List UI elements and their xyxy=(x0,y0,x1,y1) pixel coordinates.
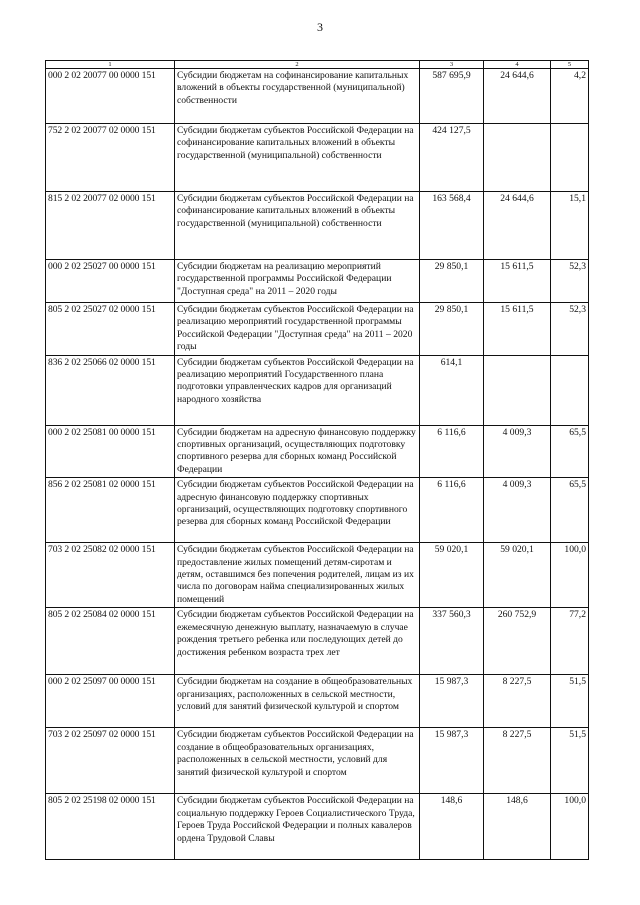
budget-code: 856 2 02 25081 02 0000 151 xyxy=(46,478,175,543)
table-row xyxy=(46,608,589,675)
column-header-4: 4 xyxy=(484,61,551,69)
income-description: Субсидии бюджетам на создание в общеобразовательных организациях, расположенных в сельской местности, условий для занятий физической культурой и спортом xyxy=(175,675,420,728)
budget-code: 000 2 02 25081 00 0000 151 xyxy=(46,425,175,478)
budget-code: 703 2 02 25082 02 0000 151 xyxy=(46,543,175,608)
budget-table xyxy=(45,60,589,860)
executed-amount: 15 611,5 xyxy=(484,260,551,303)
planned-amount: 163 568,4 xyxy=(420,192,484,260)
execution-percent xyxy=(551,355,589,425)
planned-amount: 15 987,3 xyxy=(420,728,484,794)
budget-code: 703 2 02 25097 02 0000 151 xyxy=(46,728,175,794)
executed-amount xyxy=(484,124,551,192)
executed-amount: 24 644,6 xyxy=(484,192,551,260)
planned-amount: 337 560,3 xyxy=(420,608,484,675)
budget-code: 805 2 02 25027 02 0000 151 xyxy=(46,303,175,356)
executed-amount: 8 227,5 xyxy=(484,728,551,794)
executed-amount: 59 020,1 xyxy=(484,543,551,608)
executed-amount: 4 009,3 xyxy=(484,478,551,543)
planned-amount: 29 850,1 xyxy=(420,303,484,356)
budget-code: 000 2 02 25027 00 0000 151 xyxy=(46,260,175,303)
table-row xyxy=(46,192,589,260)
executed-amount: 260 752,9 xyxy=(484,608,551,675)
budget-code: 000 2 02 25097 00 0000 151 xyxy=(46,675,175,728)
column-header-3: 3 xyxy=(420,61,484,69)
execution-percent: 52,3 xyxy=(551,303,589,356)
executed-amount: 8 227,5 xyxy=(484,675,551,728)
budget-code: 000 2 02 20077 00 0000 151 xyxy=(46,69,175,124)
income-description: Субсидии бюджетам на реализацию мероприятий государственной программы Российской Федерации "Доступная среда" на 2011 – 2020 годы xyxy=(175,260,420,303)
planned-amount: 424 127,5 xyxy=(420,124,484,192)
table-row xyxy=(46,478,589,543)
table-row xyxy=(46,543,589,608)
planned-amount: 587 695,9 xyxy=(420,69,484,124)
executed-amount: 24 644,6 xyxy=(484,69,551,124)
page-number: 3 xyxy=(317,20,323,34)
executed-amount xyxy=(484,355,551,425)
execution-percent: 100,0 xyxy=(551,543,589,608)
execution-percent: 65,5 xyxy=(551,478,589,543)
income-description: Субсидии бюджетам субъектов Российской Федерации на предоставление жилых помещений детям-сиротам и детям, оставшимся без попечения родителей, лицам из их числа по договорам найма специализированных жилых помещений xyxy=(175,543,420,608)
execution-percent: 52,3 xyxy=(551,260,589,303)
execution-percent: 65,5 xyxy=(551,425,589,478)
income-description: Субсидии бюджетам субъектов Российской Федерации на создание в общеобразовательных организациях, расположенных в сельской местности, условий для занятий физической культурой и спортом xyxy=(175,728,420,794)
executed-amount: 4 009,3 xyxy=(484,425,551,478)
table-row xyxy=(46,728,589,794)
planned-amount: 6 116,6 xyxy=(420,478,484,543)
planned-amount: 59 020,1 xyxy=(420,543,484,608)
table-row xyxy=(46,69,589,124)
income-description: Субсидии бюджетам на софинансирование капитальных вложений в объекты государственной (муниципальной) собственности xyxy=(175,69,420,124)
planned-amount: 29 850,1 xyxy=(420,260,484,303)
table-row xyxy=(46,794,589,860)
column-number-header-row xyxy=(46,61,589,69)
table-row xyxy=(46,425,589,478)
planned-amount: 614,1 xyxy=(420,355,484,425)
income-description: Субсидии бюджетам субъектов Российской Федерации на ежемесячную денежную выплату, назначаемую в случае рождения третьего ребенка или последующих детей до достижения ребенком возраста трех лет xyxy=(175,608,420,675)
income-description: Субсидии бюджетам на адресную финансовую поддержку спортивных организаций, осуществляющих подготовку спортивного резерва для сборных команд Российской Федерации xyxy=(175,425,420,478)
income-description: Субсидии бюджетам субъектов Российской Федерации на социальную поддержку Героев Социалистического Труда, Героев Труда Российской Федерации и полных кавалеров ордена Трудовой Славы xyxy=(175,794,420,860)
execution-percent xyxy=(551,124,589,192)
table-row xyxy=(46,675,589,728)
income-description: Субсидии бюджетам субъектов Российской Федерации на софинансирование капитальных вложений в объекты государственной (муниципальной) собственности xyxy=(175,124,420,192)
budget-code: 805 2 02 25084 02 0000 151 xyxy=(46,608,175,675)
income-description: Субсидии бюджетам субъектов Российской Федерации на реализацию мероприятий Государственного плана подготовки управленческих кадров для организаций народного хозяйства xyxy=(175,355,420,425)
budget-code: 805 2 02 25198 02 0000 151 xyxy=(46,794,175,860)
table-row xyxy=(46,303,589,356)
execution-percent: 4,2 xyxy=(551,69,589,124)
execution-percent: 77,2 xyxy=(551,608,589,675)
column-header-2: 2 xyxy=(175,61,420,69)
table-row xyxy=(46,355,589,425)
executed-amount: 15 611,5 xyxy=(484,303,551,356)
execution-percent: 51,5 xyxy=(551,728,589,794)
income-description: Субсидии бюджетам субъектов Российской Федерации на реализацию мероприятий государственной программы Российской Федерации "Доступная среда" на 2011 – 2020 годы xyxy=(175,303,420,356)
budget-code: 815 2 02 20077 02 0000 151 xyxy=(46,192,175,260)
executed-amount: 148,6 xyxy=(484,794,551,860)
table-row xyxy=(46,260,589,303)
table-row xyxy=(46,124,589,192)
planned-amount: 148,6 xyxy=(420,794,484,860)
planned-amount: 6 116,6 xyxy=(420,425,484,478)
income-description: Субсидии бюджетам субъектов Российской Федерации на софинансирование капитальных вложений в объекты государственной (муниципальной) собственности xyxy=(175,192,420,260)
execution-percent: 15,1 xyxy=(551,192,589,260)
column-header-5: 5 xyxy=(551,61,589,69)
execution-percent: 100,0 xyxy=(551,794,589,860)
planned-amount: 15 987,3 xyxy=(420,675,484,728)
budget-code: 836 2 02 25066 02 0000 151 xyxy=(46,355,175,425)
income-description: Субсидии бюджетам субъектов Российской Федерации на адресную финансовую поддержку спортивных организаций, осуществляющих подготовку спортивного резерва для сборных команд Российской Федерации xyxy=(175,478,420,543)
budget-code: 752 2 02 20077 02 0000 151 xyxy=(46,124,175,192)
execution-percent: 51,5 xyxy=(551,675,589,728)
column-header-1: 1 xyxy=(46,61,175,69)
